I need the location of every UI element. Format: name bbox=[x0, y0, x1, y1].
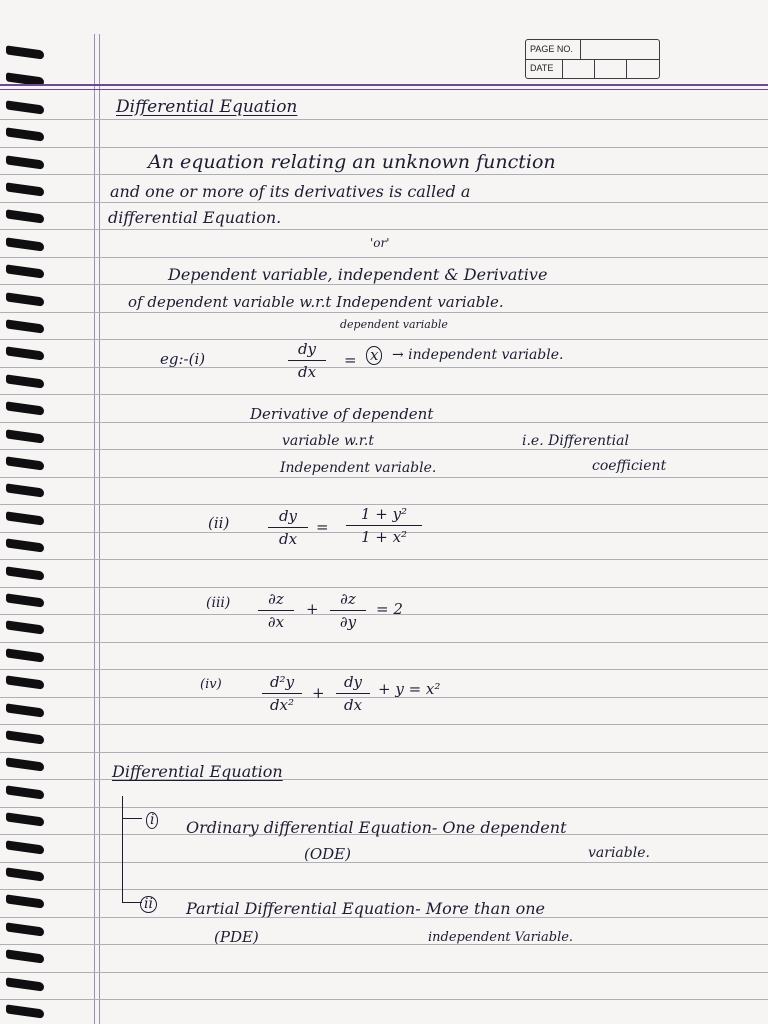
example3-fraction-b bbox=[330, 590, 366, 631]
example4-a-denominator: dx² bbox=[269, 696, 295, 714]
spiral-ring bbox=[6, 155, 44, 169]
spiral-ring bbox=[6, 703, 44, 717]
ruled-line bbox=[0, 174, 768, 175]
spiral-ring bbox=[6, 620, 44, 634]
spiral-ring bbox=[6, 346, 44, 360]
example1-numerator: dy bbox=[297, 340, 317, 358]
definition-line-1: An equation relating an unknown function bbox=[148, 151, 556, 173]
derivative-note-line-1: Derivative of dependent bbox=[250, 405, 434, 423]
spiral-ring bbox=[6, 675, 44, 689]
ruled-line bbox=[0, 339, 768, 340]
example2-rhs-denominator: 1 + x² bbox=[360, 528, 408, 546]
ruled-line bbox=[0, 559, 768, 560]
spiral-ring bbox=[6, 209, 44, 223]
spiral-ring bbox=[6, 593, 44, 607]
spiral-ring bbox=[6, 401, 44, 415]
spiral-ring bbox=[6, 566, 44, 580]
item-2-text: Partial Differential Equation- More than one bbox=[186, 899, 546, 918]
example4-b-denominator: dx bbox=[343, 696, 363, 714]
ruled-line bbox=[0, 147, 768, 148]
example4-a-numerator: d²y bbox=[269, 673, 295, 691]
ruled-line bbox=[0, 367, 768, 368]
spiral-ring bbox=[6, 840, 44, 854]
derivative-note-line-2: variable w.r.t bbox=[282, 433, 374, 449]
item-1-number: i bbox=[146, 812, 158, 829]
example2-lhs-denominator: dx bbox=[278, 530, 298, 548]
spiral-ring bbox=[6, 977, 44, 991]
example2-rhs-fraction bbox=[346, 505, 422, 546]
ruled-line bbox=[0, 312, 768, 313]
spiral-ring bbox=[6, 757, 44, 771]
classification-branch-2 bbox=[122, 902, 142, 903]
ruled-line bbox=[0, 229, 768, 230]
spiral-ring bbox=[6, 785, 44, 799]
spiral-ring bbox=[6, 292, 44, 306]
ruled-line bbox=[0, 724, 768, 725]
example3-fraction-a bbox=[258, 590, 294, 631]
example3-a-denominator: ∂x bbox=[267, 613, 285, 631]
section-2-title: Differential Equation bbox=[112, 762, 283, 781]
classification-tree-line bbox=[122, 796, 123, 903]
example-label-3: (iii) bbox=[206, 595, 231, 611]
ie-note-line-2: coefficient bbox=[592, 458, 667, 474]
example4-plus: + bbox=[312, 684, 325, 702]
example1-denominator: dx bbox=[297, 363, 317, 381]
ruled-line bbox=[0, 284, 768, 285]
alternate-line-1: Dependent variable, independent & Derivative bbox=[168, 265, 548, 284]
dependent-variable-note: dependent variable bbox=[340, 318, 448, 331]
item-2-tail: independent Variable. bbox=[428, 930, 574, 945]
alternate-line-2: of dependent variable w.r.t Independent variable. bbox=[128, 293, 504, 311]
header-rule bbox=[0, 89, 768, 90]
spiral-ring bbox=[6, 894, 44, 908]
example2-equals: = bbox=[316, 518, 329, 536]
or-text: 'or' bbox=[370, 236, 390, 250]
margin-line bbox=[94, 34, 95, 1024]
spiral-ring bbox=[6, 100, 44, 114]
definition-line-2: and one or more of its derivatives is called a bbox=[110, 182, 471, 201]
example-label-1: eg:-(i) bbox=[160, 350, 206, 368]
spiral-ring bbox=[6, 949, 44, 963]
spiral-ring bbox=[6, 483, 44, 497]
independent-variable-note: → independent variable. bbox=[392, 347, 564, 363]
definition-line-3: differential Equation. bbox=[108, 208, 282, 227]
ruled-line bbox=[0, 587, 768, 588]
section-title: Differential Equation bbox=[116, 97, 298, 117]
ruled-line bbox=[0, 944, 768, 945]
ruled-line bbox=[0, 449, 768, 450]
item-2-number: ii bbox=[140, 896, 157, 913]
header-rule bbox=[0, 84, 768, 86]
spiral-ring bbox=[6, 456, 44, 470]
example4-b-numerator: dy bbox=[343, 673, 363, 691]
ruled-line bbox=[0, 889, 768, 890]
page-date-box bbox=[525, 39, 660, 79]
spiral-ring bbox=[6, 319, 44, 333]
item-2-abbreviation: (PDE) bbox=[214, 928, 259, 946]
ruled-line bbox=[0, 642, 768, 643]
ruled-line bbox=[0, 807, 768, 808]
example3-b-denominator: ∂y bbox=[339, 613, 357, 631]
spiral-ring bbox=[6, 648, 44, 662]
example-label-2: (ii) bbox=[208, 514, 230, 532]
example1-rhs: x bbox=[366, 346, 382, 365]
page-no-label: PAGE NO. bbox=[530, 44, 573, 54]
ruled-line bbox=[0, 394, 768, 395]
date-label: DATE bbox=[530, 63, 554, 73]
spiral-ring bbox=[6, 429, 44, 443]
spiral-ring bbox=[6, 538, 44, 552]
example-label-4: (iv) bbox=[200, 677, 222, 692]
spiral-ring bbox=[6, 127, 44, 141]
ruled-line bbox=[0, 972, 768, 973]
spiral-ring bbox=[6, 922, 44, 936]
item-1-abbreviation: (ODE) bbox=[304, 845, 351, 863]
spiral-ring bbox=[6, 812, 44, 826]
example2-lhs-fraction bbox=[268, 507, 308, 548]
spiral-ring bbox=[6, 730, 44, 744]
example2-lhs-numerator: dy bbox=[278, 507, 298, 525]
example1-fraction bbox=[288, 340, 326, 381]
spiral-ring bbox=[6, 264, 44, 278]
ruled-line bbox=[0, 257, 768, 258]
example3-plus: + bbox=[306, 600, 319, 618]
spiral-ring bbox=[6, 867, 44, 881]
spiral-ring bbox=[6, 1004, 44, 1018]
margin-line bbox=[99, 34, 100, 1024]
ruled-line bbox=[0, 477, 768, 478]
spiral-ring bbox=[6, 237, 44, 251]
example1-equals: = bbox=[344, 351, 357, 369]
example3-a-numerator: ∂z bbox=[268, 590, 284, 608]
item-1-text: Ordinary differential Equation- One dependent bbox=[186, 818, 567, 837]
example2-rhs-numerator: 1 + y² bbox=[360, 505, 408, 523]
ruled-line bbox=[0, 862, 768, 863]
ie-note-line-1: i.e. Differential bbox=[522, 433, 629, 449]
ruled-line bbox=[0, 119, 768, 120]
ruled-line bbox=[0, 752, 768, 753]
classification-branch-1 bbox=[122, 818, 142, 819]
item-1-tail: variable. bbox=[588, 845, 650, 861]
example4-fraction-b bbox=[336, 673, 370, 714]
spiral-ring bbox=[6, 374, 44, 388]
example4-fraction-a bbox=[262, 673, 302, 714]
spiral-ring bbox=[6, 45, 44, 59]
spiral-ring bbox=[6, 511, 44, 525]
ruled-line bbox=[0, 669, 768, 670]
ruled-line bbox=[0, 999, 768, 1000]
derivative-note-line-3: Independent variable. bbox=[280, 460, 437, 476]
spiral-ring bbox=[6, 182, 44, 196]
example4-rhs: + y = x² bbox=[378, 680, 441, 698]
ruled-line bbox=[0, 202, 768, 203]
example3-b-numerator: ∂z bbox=[340, 590, 356, 608]
example3-rhs: = 2 bbox=[376, 600, 403, 618]
